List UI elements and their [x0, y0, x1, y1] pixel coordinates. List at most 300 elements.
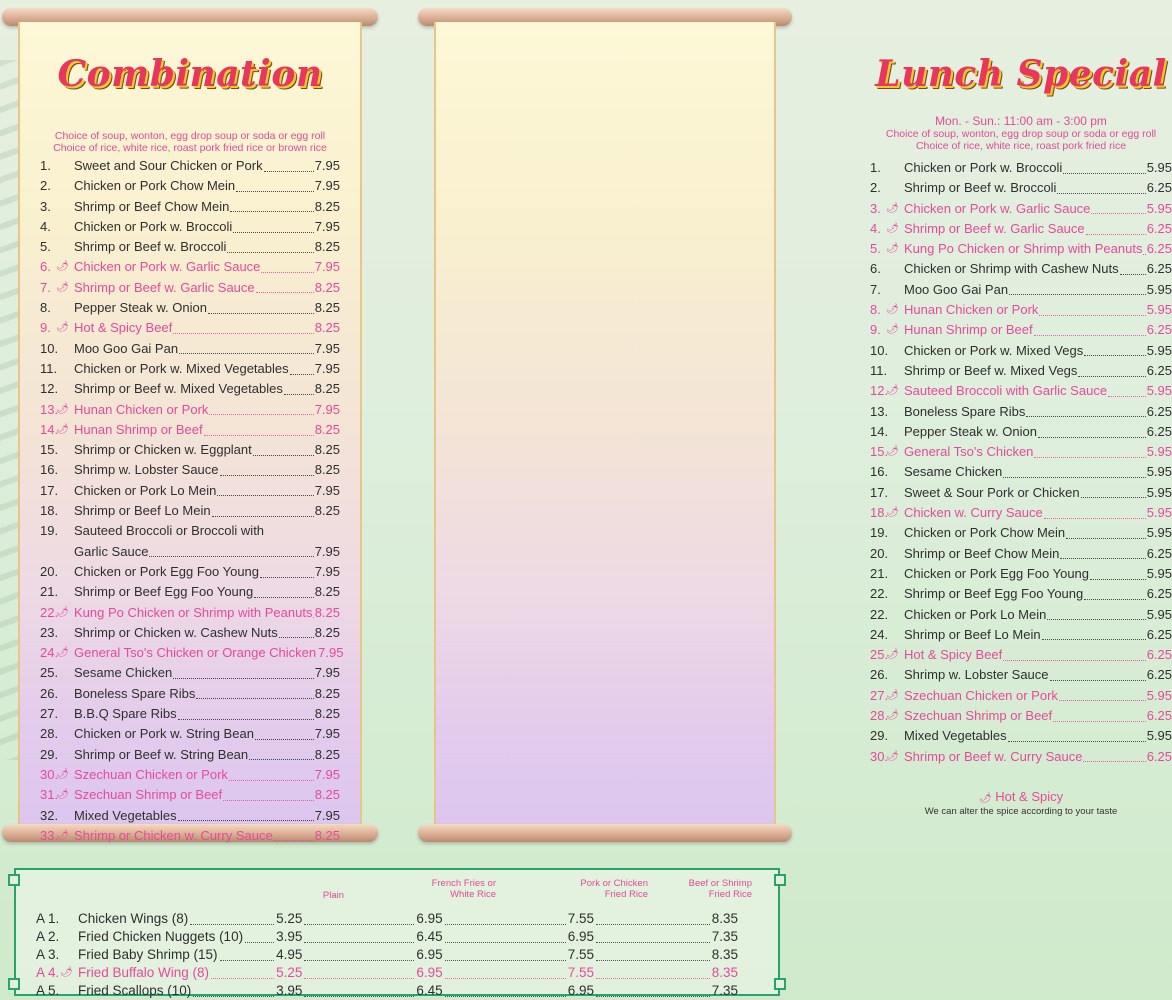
item-name: Shrimp w. Lobster Sauce	[74, 462, 219, 478]
combination-title: Combination	[57, 53, 323, 95]
hot-pepper-icon: 🌶	[978, 792, 992, 804]
dot-leader	[1066, 538, 1146, 539]
item-price: 6.25	[1146, 647, 1172, 663]
item-price: 8.25	[314, 300, 340, 316]
item-name: Shrimp or Chicken w. Cashew Nuts	[74, 624, 278, 640]
item-number: 25. 🌶	[870, 645, 904, 665]
item-name: Shrimp or Beef Egg Foo Young	[904, 586, 1084, 602]
item-price: 7.95	[314, 563, 340, 579]
item-price: 6.25	[1146, 708, 1172, 724]
item-name: Shrimp or Beef w. Broccoli	[904, 180, 1057, 196]
lunch-special-title: Lunch Special	[875, 53, 1167, 95]
menu-item	[40, 237, 340, 257]
item-price: 7.95	[314, 218, 340, 234]
hot-pepper-icon: 🌶	[886, 202, 899, 214]
dot-leader	[1091, 213, 1145, 214]
dot-leader	[304, 960, 414, 961]
dot-leader	[1090, 579, 1146, 580]
item-name: Chicken or Pork Egg Foo Young	[904, 565, 1090, 581]
dot-leader	[173, 678, 313, 679]
menu-item	[870, 503, 1172, 523]
price-plain: 5.25	[276, 911, 303, 926]
item-price: 8.25	[314, 706, 340, 722]
dot-leader	[229, 780, 314, 781]
item-price: 7.95	[314, 178, 340, 194]
menu-item	[40, 643, 344, 663]
item-price: 5.95	[1146, 505, 1172, 521]
appetizer-name: Fried Chicken Nuggets (10)	[78, 929, 244, 944]
menu-item	[40, 440, 340, 460]
item-price: 5.95	[1146, 606, 1172, 622]
item-name: Hot & Spicy Beef	[74, 320, 173, 336]
item-number: 8. 🌶	[870, 300, 904, 320]
item-price: 8.25	[314, 442, 340, 458]
column-header-pork-chicken-fried-rice: Pork or Chicken Fried Rice	[580, 878, 648, 900]
item-price: 7.95	[318, 645, 344, 661]
dot-leader	[1034, 335, 1146, 336]
item-price: 7.95	[314, 726, 340, 742]
dot-leader	[178, 719, 314, 720]
dot-leader	[1047, 619, 1145, 620]
item-number: 22.	[870, 606, 889, 622]
item-number: 8.	[40, 300, 51, 316]
dot-leader	[1003, 477, 1145, 478]
item-name: Pepper Steak w. Onion	[74, 300, 207, 316]
item-price: 5.95	[1146, 342, 1172, 358]
item-name: Chicken or Pork Chow Mein	[74, 178, 236, 194]
hot-pepper-icon: 🌶	[60, 967, 73, 978]
frame-corner-ornament	[8, 978, 20, 990]
item-price: 5.95	[1146, 383, 1172, 399]
item-price: 8.25	[314, 746, 340, 762]
dot-leader	[230, 211, 313, 212]
dot-leader	[284, 394, 314, 395]
dot-leader	[249, 759, 314, 760]
menu-item	[870, 361, 1172, 381]
dot-leader	[1084, 599, 1145, 600]
menu-item	[870, 239, 1172, 259]
menu-item	[870, 199, 1172, 219]
item-price: 5.95	[1146, 200, 1172, 216]
item-price: 8.25	[314, 381, 340, 397]
dot-leader	[220, 960, 275, 961]
menu-item	[40, 663, 340, 683]
item-number: 14.	[870, 423, 889, 439]
item-name: Sesame Chicken	[904, 464, 1003, 480]
appetizer-column-headers	[16, 878, 778, 904]
menu-item	[870, 706, 1172, 726]
hot-pepper-icon: 🌶	[886, 243, 899, 255]
item-price: 8.25	[314, 462, 340, 478]
item-number: 5. 🌶	[870, 239, 904, 259]
item-number: 23.	[40, 624, 59, 640]
menu-item	[40, 379, 340, 399]
item-price: 5.95	[1146, 160, 1172, 175]
dot-leader	[445, 960, 566, 961]
item-number: 26.	[40, 685, 59, 701]
dot-leader	[1038, 437, 1146, 438]
menu-item	[40, 420, 340, 440]
item-number: 33. 🌶	[40, 826, 74, 846]
item-number: 24.	[870, 626, 889, 642]
item-number: 15. 🌶	[870, 442, 904, 462]
menu-item	[870, 158, 1172, 178]
item-number: 31. 🌶	[40, 785, 74, 805]
item-number: 9. 🌶	[870, 320, 904, 340]
item-number: 1.	[870, 160, 881, 175]
dot-leader	[196, 698, 313, 699]
item-name: Shrimp or Beef Chow Mein	[74, 198, 230, 214]
menu-item	[870, 523, 1172, 543]
dot-leader	[209, 414, 313, 415]
dot-leader	[254, 597, 313, 598]
dot-leader	[1050, 680, 1146, 681]
item-price: 7.95	[314, 340, 340, 356]
item-name: Mixed Vegetables	[74, 807, 177, 823]
menu-item	[40, 582, 340, 602]
dot-leader	[261, 272, 313, 273]
item-price: 7.95	[314, 360, 340, 376]
menu-item	[870, 219, 1172, 239]
item-number: 28.	[40, 726, 59, 742]
item-number: 26.	[870, 667, 889, 683]
item-price: 7.95	[314, 665, 340, 681]
item-name: Chicken or Pork w. String Bean	[74, 726, 254, 742]
menu-item	[40, 481, 340, 501]
dot-leader	[220, 475, 314, 476]
price-pork-chicken-fried-rice: 6.95	[567, 983, 595, 998]
dot-leader	[178, 820, 314, 821]
item-price: 6.25	[1146, 180, 1172, 196]
item-name: Chicken or Pork w. Mixed Vegs	[904, 342, 1084, 358]
item-name: Shrimp or Beef Chow Mein	[904, 545, 1060, 561]
hot-pepper-icon: 🌶	[886, 222, 899, 234]
item-price: 6.25	[1146, 261, 1172, 277]
price-beef-shrimp-fried-rice: 8.35	[711, 965, 738, 980]
hot-pepper-icon: 🌶	[886, 649, 899, 661]
combination-scroll	[2, 8, 378, 842]
item-price: 6.25	[1146, 423, 1172, 439]
dot-leader	[596, 942, 710, 943]
column-header-plain: Plain	[322, 890, 344, 901]
dot-leader	[233, 232, 313, 233]
item-price: 6.25	[1146, 403, 1172, 419]
hot-pepper-icon: 🌶	[886, 324, 899, 336]
item-number: 21.	[870, 565, 889, 581]
item-name: Chicken or Pork w. Garlic Sauce	[74, 259, 261, 275]
dot-leader	[596, 924, 710, 925]
dot-leader	[1053, 721, 1146, 722]
price-fries-rice: 6.45	[416, 983, 443, 998]
menu-item	[870, 645, 1172, 665]
price-pork-chicken-fried-rice: 6.95	[567, 929, 595, 944]
menu-item	[870, 341, 1172, 361]
lunch-note-soup: Choice of soup, wonton, egg drop soup or soda or egg roll	[885, 128, 1157, 140]
menu-item	[870, 300, 1172, 320]
item-price: 7.95	[314, 766, 340, 782]
combination-note-rice: Choice of rice, white rice, roast pork fried rice or brown rice	[53, 142, 327, 154]
item-name: Shrimp or Beef w. Mixed Vegetables	[74, 381, 283, 397]
appetizer-panel	[14, 868, 780, 996]
dot-leader	[256, 292, 314, 293]
item-number: 3.	[40, 198, 51, 214]
item-name: Sweet & Sour Pork or Chicken	[904, 484, 1080, 500]
price-plain: 3.95	[276, 929, 303, 944]
menu-item	[40, 765, 340, 785]
dot-leader	[290, 374, 314, 375]
hot-pepper-icon: 🌶	[886, 385, 899, 397]
item-name: Pepper Steak w. Onion	[904, 423, 1037, 439]
item-name: Sweet and Sour Chicken or Pork	[74, 158, 263, 173]
dot-leader	[274, 840, 314, 841]
dot-leader	[193, 996, 274, 997]
item-price: 5.95	[1146, 565, 1172, 581]
item-number: 30. 🌶	[870, 747, 904, 767]
dot-leader	[1057, 193, 1145, 194]
item-price: 5.95	[1146, 281, 1172, 297]
hot-pepper-icon: 🌶	[56, 322, 69, 334]
appetizer-name: Fried Baby Shrimp (15)	[78, 947, 218, 962]
dot-leader	[1143, 254, 1145, 255]
item-number: 16.	[870, 464, 889, 480]
item-name: General Tso's Chicken or Orange Chicken	[74, 645, 317, 661]
dot-leader	[253, 455, 314, 456]
item-name: Chicken or Pork w. Broccoli	[74, 218, 233, 234]
item-number: 24. 🌶	[40, 643, 74, 663]
appetizer-code: A 2.	[36, 929, 60, 944]
dot-leader	[179, 353, 314, 354]
hot-pepper-icon: 🌶	[886, 750, 899, 762]
dot-leader	[204, 435, 314, 436]
dot-leader	[1108, 396, 1146, 397]
item-number: 4. 🌶	[870, 219, 904, 239]
appetizer-row	[36, 964, 738, 982]
hot-pepper-icon: 🌶	[56, 606, 69, 618]
item-name: Shrimp or Beef w. String Bean	[74, 746, 249, 762]
item-price: 6.25	[1146, 748, 1172, 764]
item-name: B.B.Q Spare Ribs	[74, 706, 177, 722]
appetizer-row	[36, 946, 738, 964]
item-price: 6.25	[1146, 586, 1172, 602]
item-name-line1: Sauteed Broccoli or Broccoli with	[74, 523, 265, 539]
dot-leader	[255, 739, 314, 740]
menu-item	[870, 544, 1172, 564]
appetizer-code: A 4. 🌶	[36, 965, 73, 980]
item-number: 27. 🌶	[870, 686, 904, 706]
item-price: 7.95	[314, 482, 340, 498]
item-name: Moo Goo Gai Pan	[74, 340, 179, 356]
item-name: Chicken or Pork Lo Mein	[74, 482, 217, 498]
item-price: 7.95	[314, 401, 340, 417]
item-price: 8.25	[314, 685, 340, 701]
item-number: 7. 🌶	[40, 278, 74, 298]
price-fries-rice: 6.95	[416, 911, 443, 926]
menu-item	[40, 562, 340, 582]
dot-leader	[1026, 416, 1145, 417]
item-number: 20.	[40, 563, 59, 579]
item-name: Sauteed Broccoli with Garlic Sauce	[904, 383, 1108, 399]
price-plain: 3.95	[276, 983, 303, 998]
item-number: 30. 🌶	[40, 765, 74, 785]
item-price: 6.25	[1146, 241, 1172, 257]
menu-item	[870, 483, 1172, 503]
dot-leader	[1084, 355, 1145, 356]
dot-leader	[1078, 376, 1145, 377]
dot-leader	[149, 556, 313, 557]
dot-leader	[596, 996, 710, 997]
lunch-special-scroll	[418, 8, 1172, 842]
item-number: 29.	[870, 728, 889, 744]
lunch-special-list	[870, 158, 1172, 767]
item-number: 19.	[40, 523, 59, 539]
item-number: 18.	[40, 503, 59, 519]
item-price: 8.25	[314, 320, 340, 336]
menu-item	[40, 460, 340, 480]
dot-leader	[304, 942, 414, 943]
item-number: 32.	[40, 807, 59, 823]
item-name: Shrimp or Beef Lo Mein	[904, 626, 1041, 642]
item-price: 5.95	[1146, 444, 1172, 460]
appetizer-name: Fried Buffalo Wing (8)	[78, 965, 210, 980]
item-price: 5.95	[1146, 464, 1172, 480]
menu-item	[870, 259, 1172, 279]
menu-item	[40, 724, 340, 744]
item-name: Chicken or Shrimp with Cashew Nuts	[904, 261, 1119, 277]
lunch-hours: Mon. - Sun.: 11:00 am - 3:00 pm	[935, 114, 1107, 128]
dot-leader	[1060, 558, 1145, 559]
dot-leader	[190, 924, 274, 925]
item-number: 15.	[40, 442, 59, 458]
item-number: 9. 🌶	[40, 318, 74, 338]
item-name: Shrimp or Beef w. Broccoli	[74, 239, 227, 255]
item-name: Szechuan Shrimp or Beef	[904, 708, 1053, 724]
item-name: Kung Po Chicken or Shrimp with Peanuts	[74, 604, 313, 620]
item-number: 11.	[40, 360, 58, 376]
appetizer-name: Chicken Wings (8)	[78, 911, 189, 926]
item-number: 7.	[870, 281, 881, 297]
dot-leader	[1042, 639, 1146, 640]
menu-item	[40, 684, 340, 704]
item-name: Chicken or Pork w. Mixed Vegetables	[74, 360, 289, 376]
item-number: 27.	[40, 706, 59, 722]
item-number: 17.	[870, 484, 889, 500]
dot-leader	[1009, 294, 1146, 295]
hot-pepper-icon: 🌶	[56, 789, 69, 801]
item-number: 12.	[40, 381, 59, 397]
item-number: 19.	[870, 525, 889, 541]
menu-item	[40, 623, 340, 643]
item-name: Sesame Chicken	[74, 665, 173, 681]
item-name: Shrimp or Beef w. Mixed Vegs	[904, 362, 1078, 378]
column-header-beef-shrimp-fried-rice: Beef or Shrimp Fried Rice	[688, 878, 752, 900]
appetizer-row	[36, 928, 738, 946]
item-number: 3. 🌶	[870, 199, 904, 219]
item-name: Hot & Spicy Beef	[904, 647, 1003, 663]
menu-item	[870, 747, 1172, 767]
menu-item	[40, 359, 340, 379]
dot-leader	[1120, 274, 1146, 275]
dot-leader	[245, 942, 274, 943]
price-fries-rice: 6.95	[416, 947, 443, 962]
item-name: Hunan Chicken or Pork	[904, 302, 1039, 318]
item-number: 22.	[870, 586, 889, 602]
item-name: Boneless Spare Ribs	[904, 403, 1026, 419]
price-pork-chicken-fried-rice: 7.55	[567, 947, 595, 962]
item-price: 8.25	[314, 239, 340, 255]
item-number: 12. 🌶	[870, 381, 904, 401]
price-fries-rice: 6.45	[416, 929, 443, 944]
item-number: 14. 🌶	[40, 420, 74, 440]
dot-leader	[1034, 457, 1145, 458]
appetizer-code: A 5.	[36, 983, 60, 998]
item-number: 4.	[40, 218, 51, 234]
item-name: Boneless Spare Ribs	[74, 685, 196, 701]
dot-leader	[260, 577, 314, 578]
item-price: 5.95	[1146, 302, 1172, 318]
item-number: 1.	[40, 158, 51, 173]
dot-leader	[211, 978, 274, 979]
item-name: Shrimp or Chicken w. Curry Sauce	[74, 827, 273, 843]
item-name: Chicken or Pork Lo Mein	[904, 606, 1047, 622]
menu-item	[870, 625, 1172, 645]
item-name: Hunan Shrimp or Beef	[904, 322, 1033, 338]
item-price: 8.25	[314, 421, 340, 437]
dot-leader	[1086, 234, 1146, 235]
price-beef-shrimp-fried-rice: 8.35	[711, 947, 738, 962]
price-plain: 4.95	[276, 947, 303, 962]
item-name: Kung Po Chicken or Shrimp with Peanuts	[904, 241, 1143, 257]
item-number: 22. 🌶	[40, 603, 74, 623]
item-number: 2.	[870, 180, 881, 196]
item-number: 17.	[40, 482, 59, 498]
menu-item	[40, 278, 340, 298]
item-name: Moo Goo Gai Pan	[904, 281, 1009, 297]
lunch-special-content	[870, 46, 1172, 817]
menu-item	[40, 785, 340, 805]
menu-item	[870, 686, 1172, 706]
item-number: 10.	[40, 340, 59, 356]
hot-pepper-icon: 🌶	[56, 647, 69, 659]
item-name: Shrimp or Beef w. Curry Sauce	[904, 748, 1083, 764]
dot-leader	[1059, 700, 1146, 701]
menu-item	[40, 704, 340, 724]
item-price: 8.25	[314, 584, 340, 600]
price-plain: 5.25	[276, 965, 303, 980]
item-number: 5.	[40, 239, 51, 255]
dot-leader	[596, 978, 710, 979]
dot-leader	[212, 516, 314, 517]
menu-item	[870, 381, 1172, 401]
item-price: 5.95	[1146, 687, 1172, 703]
item-name: Chicken or Pork w. Broccoli	[904, 160, 1063, 175]
hot-pepper-icon: 🌶	[56, 768, 69, 780]
hot-spicy-legend-description: We can alter the spice according to your taste	[924, 805, 1118, 817]
dot-leader	[264, 171, 314, 172]
item-price: 7.95	[314, 158, 340, 173]
price-beef-shrimp-fried-rice: 8.35	[711, 911, 738, 926]
item-number: 10.	[870, 342, 889, 358]
combination-notes	[40, 130, 340, 154]
menu-item	[870, 442, 1172, 462]
dot-leader	[173, 333, 313, 334]
appetizer-row	[36, 982, 738, 1000]
item-price: 5.95	[1146, 728, 1172, 744]
menu-item	[870, 665, 1172, 685]
dot-leader	[1063, 173, 1145, 174]
lunch-special-notes	[870, 114, 1172, 152]
menu-item	[40, 298, 340, 318]
item-name: Chicken or Pork Chow Mein	[904, 525, 1066, 541]
